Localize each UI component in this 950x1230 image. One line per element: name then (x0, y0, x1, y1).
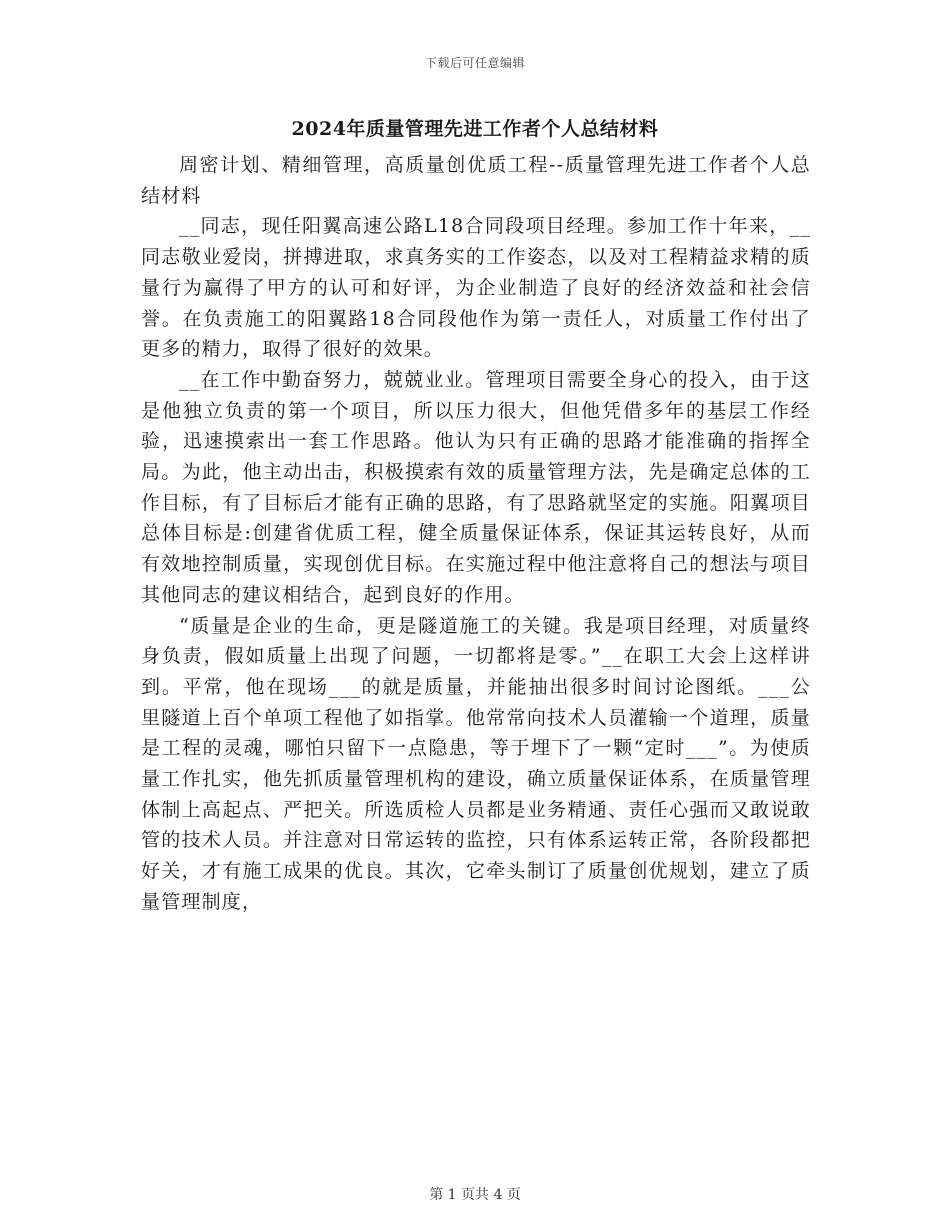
paragraph-subtitle: 周密计划、精细管理，高质量创优质工程--质量管理先进工作者个人总结材料 (141, 154, 811, 207)
header-note: 下载后可任意编辑 (424, 56, 525, 70)
paragraph-work-approach: __在工作中勤奋努力，兢兢业业。管理项目需要全身心的投入，由于这是他独立负责的第一个项目，所以压力很大，但他凭借多年的基层工作经验，迅速摸索出一套工作思路。他认为只有正确的思路才能准确的指挥全局。为此，他主动出击，积极摸索有效的质量管理方法，先是确定总体的工作目标，有了目标后才能有正确的思路，有了思路就坚定的实施。阳翼项目总体目标是:创建省优质工程，健全质量保证体系，保证其运转良好，从而有效地控制质量，实现创优目标。在实施过程中他注意将自己的想法与项目其他同志的建议相结合，起到良好的作用。 (141, 368, 811, 606)
page-number-footer: 第 1 页共 4 页 (429, 1187, 521, 1203)
document-title: 2024年质量管理先进工作者个人总结材料 (291, 118, 659, 140)
document-body (141, 150, 811, 918)
paragraph-introduction: __同志，现任阳翼高速公路L18合同段项目经理。参加工作十年来，__同志敬业爱岗，拼搏进取，求真务实的工作姿态，以及对工程精益求精的质量行为赢得了甲方的认可和好评，为企业制造了良好的经济效益和社会信誉。在负责施工的阳翼路18合同段他作为第一责任人，对质量工作付出了更多的精力，取得了很好的效果。 (141, 215, 811, 361)
paragraph-quality-management: “质量是企业的生命，更是隧道施工的关键。我是项目经理，对质量终身负责，假如质量上出现了问题，一切都将是零。”__在职工大会上这样讲到。平常，他在现场___的就是质量，并能抽出很多时间讨论图纸。___公里隧道上百个单项工程他了如指掌。他常常向技术人员灌输一个道理，质量是工程的灵魂，哪怕只留下一点隐患，等于埋下了一颗“定时___”。为使质量工作扎实，他先抓质量管理机构的建设，确立质量保证体系，在质量管理体制上高起点、严把关。所选质检人员都是业务精通、责任心强而又敢说敢管的技术人员。并注意对日常运转的监控，只有体系运转正常，各阶段都把好关，才有施工成果的优良。其次，它牵头制订了质量创优规划，建立了质量管理制度， (141, 614, 811, 913)
